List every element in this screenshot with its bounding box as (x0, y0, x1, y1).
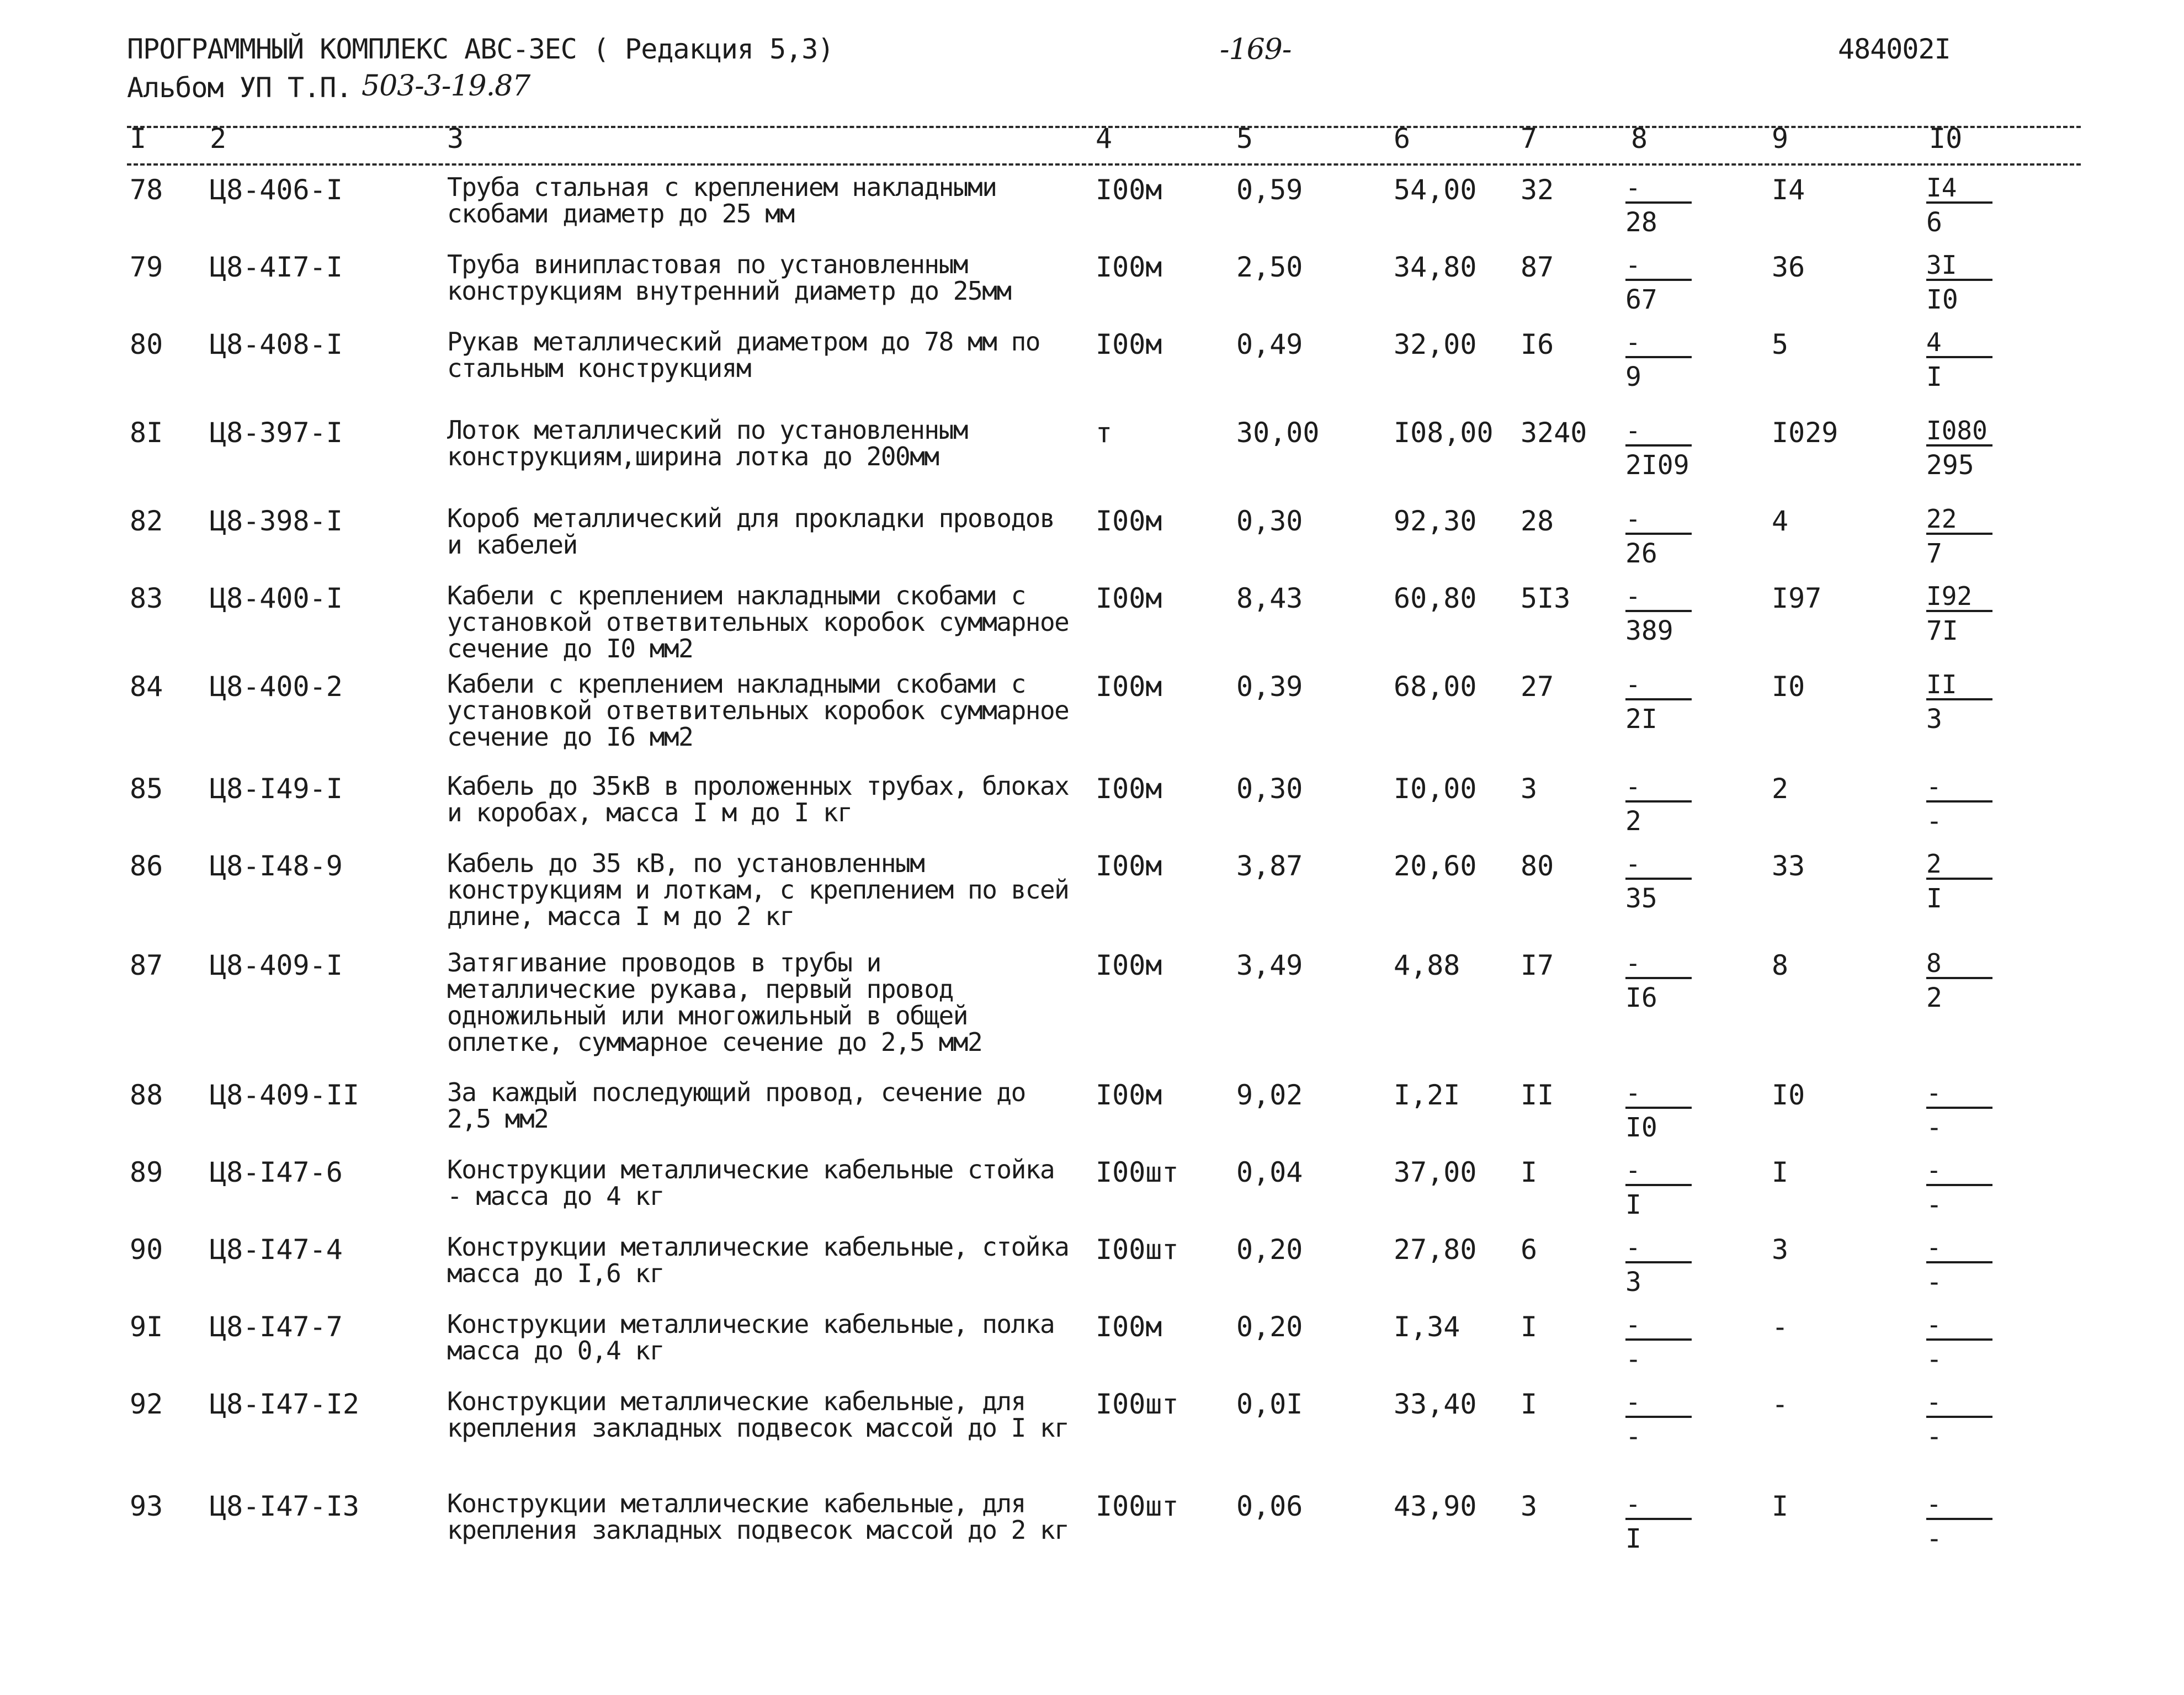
fraction-denominator: - (1625, 1421, 1641, 1452)
fraction-numerator: - (1625, 948, 1641, 978)
fraction-denominator: - (1926, 1421, 1942, 1452)
fraction-denominator: - (1926, 1112, 1942, 1143)
unit: I00м (1096, 850, 1162, 882)
work-description: Кабели с креплением накладными скобами с установкой ответвительных коробок суммарное сечение до I6 мм2 (447, 669, 1069, 752)
fraction-numerator: - (1625, 327, 1641, 357)
fraction-denominator: 7 (1926, 538, 1942, 569)
column-10-fraction (1926, 1079, 2015, 1142)
fraction-denominator: 6 (1926, 207, 1942, 238)
fraction-denominator: I6 (1625, 982, 1657, 1013)
row-number: 83 (130, 582, 163, 614)
fraction-denominator: 2 (1926, 982, 1942, 1013)
fraction-numerator: - (1926, 1310, 1942, 1340)
fraction-denominator: 2I (1625, 704, 1657, 735)
fraction-denominator: 3 (1625, 1267, 1641, 1298)
rate-code: Ц8-409-II (210, 1079, 359, 1111)
column-10-fraction (1926, 850, 2015, 913)
rate-code: Ц8-I49-I (210, 773, 343, 805)
rate-code: Ц8-I47-I2 (210, 1388, 359, 1420)
work-description: Конструкции металлические кабельные, полка масса до 0,4 кг (447, 1309, 1055, 1365)
column-9-value: I029 (1772, 417, 1838, 449)
rate-code: Ц8-I47-4 (210, 1234, 343, 1266)
unit: I00м (1096, 671, 1162, 703)
unit: I00м (1096, 1311, 1162, 1343)
fraction-numerator: - (1625, 670, 1641, 699)
fraction-denominator: - (1926, 1344, 1942, 1375)
column-8-fraction (1625, 949, 1714, 1012)
work-description: Труба винипластовая по установленным конструкциям внутренний диаметр до 25мм (447, 249, 1011, 306)
column-9-value: I (1772, 1156, 1789, 1188)
rate-code: Ц8-408-I (210, 328, 343, 360)
row-number: 80 (130, 328, 163, 360)
fraction-numerator: - (1625, 173, 1641, 203)
total-cost: 80 (1521, 850, 1554, 882)
total-cost: 28 (1521, 505, 1554, 537)
unit: I00м (1096, 1079, 1162, 1111)
work-description: Конструкции металлические кабельные, стойка масса до I,6 кг (447, 1232, 1069, 1288)
column-8-fraction (1625, 328, 1714, 391)
rate-code: Ц8-400-2 (210, 671, 343, 703)
column-8-fraction (1625, 174, 1714, 237)
fraction-denominator: I (1926, 362, 1942, 392)
unit-price: I0,00 (1394, 773, 1477, 805)
fraction-numerator: - (1625, 1387, 1641, 1417)
column-header-4: 4 (1096, 123, 1113, 155)
fraction-denominator: 7I (1926, 615, 1958, 646)
quantity: 0,0I (1236, 1388, 1303, 1420)
album-label: Альбом УП Т.П. (127, 72, 352, 104)
total-cost: II (1521, 1079, 1554, 1111)
document-number: 484002I (1838, 33, 1951, 65)
work-description: Кабель до 35кВ в проложенных трубах, блоках и коробах, масса I м до I кг (447, 771, 1069, 827)
quantity: 0,49 (1236, 328, 1303, 360)
fraction-denominator: 2I09 (1625, 450, 1689, 481)
fraction-numerator: - (1625, 250, 1641, 280)
fraction-numerator: - (1625, 1310, 1641, 1340)
column-10-fraction (1926, 251, 2015, 314)
header-divider-bottom (127, 163, 2081, 166)
row-number: 88 (130, 1079, 163, 1111)
column-header-9: 9 (1772, 123, 1789, 155)
unit-price: 33,40 (1394, 1388, 1477, 1420)
column-10-fraction (1926, 773, 2015, 836)
total-cost: I7 (1521, 949, 1554, 981)
unit: I00шт (1096, 1156, 1179, 1188)
row-number: 78 (130, 174, 163, 206)
quantity: 0,30 (1236, 773, 1303, 805)
fraction-numerator: - (1625, 1232, 1641, 1262)
column-8-fraction (1625, 1490, 1714, 1553)
fraction-numerator: II (1926, 670, 1957, 699)
fraction-numerator: - (1926, 1078, 1942, 1108)
column-9-value: 8 (1772, 949, 1789, 981)
column-10-fraction (1926, 1388, 2015, 1451)
column-8-fraction (1625, 251, 1714, 314)
fraction-numerator: - (1926, 1387, 1942, 1417)
column-10-fraction (1926, 1311, 2015, 1374)
fraction-numerator: 22 (1926, 504, 1957, 534)
rate-code: Ц8-I48-9 (210, 850, 343, 882)
fraction-denominator: 26 (1625, 538, 1657, 569)
rate-code: Ц8-4I7-I (210, 251, 343, 283)
row-number: 84 (130, 671, 163, 703)
fraction-numerator: - (1926, 1232, 1942, 1262)
column-9-value: 33 (1772, 850, 1805, 882)
unit-price: 4,88 (1394, 949, 1460, 981)
fraction-denominator: - (1926, 1523, 1942, 1554)
column-8-fraction (1625, 1079, 1714, 1142)
fraction-denominator: - (1926, 806, 1942, 837)
fraction-numerator: - (1926, 772, 1942, 801)
row-number: 93 (130, 1490, 163, 1522)
quantity: 0,06 (1236, 1490, 1303, 1522)
column-9-value: 4 (1772, 505, 1789, 537)
column-10-fraction (1926, 328, 2015, 391)
work-description: Затягивание проводов в трубы и металлические рукава, первый провод одножильный или многожильный в общей оплетке, суммарное сечение до 2,5 мм2 (447, 948, 982, 1057)
fraction-denominator: 3 (1926, 704, 1942, 735)
fraction-denominator: I0 (1625, 1112, 1657, 1143)
total-cost: 87 (1521, 251, 1554, 283)
fraction-numerator: I4 (1926, 173, 1957, 203)
column-header-7: 7 (1521, 123, 1538, 155)
unit-price: I,34 (1394, 1311, 1460, 1343)
rate-code: Ц8-406-I (210, 174, 343, 206)
work-description: Труба стальная с креплением накладными скобами диаметр до 25 мм (447, 172, 997, 229)
unit-price: I08,00 (1394, 417, 1494, 449)
column-8-fraction (1625, 417, 1714, 480)
unit: I00м (1096, 505, 1162, 537)
fraction-denominator: 295 (1926, 450, 1974, 481)
fraction-denominator: 28 (1625, 207, 1657, 238)
column-9-value: I97 (1772, 582, 1822, 614)
column-header-2: 2 (210, 123, 227, 155)
column-10-fraction (1926, 1490, 2015, 1553)
column-8-fraction (1625, 850, 1714, 913)
unit: I00шт (1096, 1490, 1179, 1522)
column-10-fraction (1926, 174, 2015, 237)
fraction-denominator: 9 (1625, 362, 1641, 392)
quantity: 0,59 (1236, 174, 1303, 206)
work-description: Кабель до 35 кВ, по установленным конструкциям и лоткам, с креплением по всей длине, масса I м до 2 кг (447, 848, 1069, 931)
unit-price: 60,80 (1394, 582, 1477, 614)
fraction-denominator: - (1926, 1267, 1942, 1298)
rate-code: Ц8-409-I (210, 949, 343, 981)
fraction-denominator: 2 (1625, 806, 1641, 837)
fraction-denominator: 35 (1625, 883, 1657, 914)
fraction-denominator: 389 (1625, 615, 1673, 646)
unit: I00м (1096, 328, 1162, 360)
column-9-value: 5 (1772, 328, 1789, 360)
fraction-denominator: I (1926, 883, 1942, 914)
unit: I00м (1096, 174, 1162, 206)
unit-price: 32,00 (1394, 328, 1477, 360)
fraction-numerator: - (1625, 416, 1641, 445)
column-9-value: - (1772, 1388, 1789, 1420)
album-code: 503-3-19.87 (362, 70, 530, 103)
fraction-denominator: I0 (1926, 284, 1958, 315)
fraction-numerator: I92 (1926, 581, 1973, 611)
column-8-fraction (1625, 671, 1714, 734)
column-8-fraction (1625, 773, 1714, 836)
unit: I00шт (1096, 1388, 1179, 1420)
total-cost: 6 (1521, 1234, 1538, 1266)
total-cost: I6 (1521, 328, 1554, 360)
unit: I00м (1096, 582, 1162, 614)
quantity: 0,20 (1236, 1234, 1303, 1266)
column-9-value: I0 (1772, 671, 1805, 703)
quantity: 8,43 (1236, 582, 1303, 614)
unit-price: 20,60 (1394, 850, 1477, 882)
total-cost: 27 (1521, 671, 1554, 703)
unit-price: 54,00 (1394, 174, 1477, 206)
quantity: 9,02 (1236, 1079, 1303, 1111)
column-8-fraction (1625, 582, 1714, 645)
fraction-numerator: 3I (1926, 250, 1957, 280)
fraction-numerator: - (1625, 849, 1641, 879)
column-9-value: 3 (1772, 1234, 1789, 1266)
fraction-numerator: - (1625, 504, 1641, 534)
work-description: За каждый последующий провод, сечение до 2,5 мм2 (447, 1077, 1025, 1134)
column-10-fraction (1926, 417, 2015, 480)
total-cost: I (1521, 1311, 1538, 1343)
rate-code: Ц8-I47-I3 (210, 1490, 359, 1522)
quantity: 0,04 (1236, 1156, 1303, 1188)
unit-price: 43,90 (1394, 1490, 1477, 1522)
row-number: 87 (130, 949, 163, 981)
fraction-numerator: - (1625, 1489, 1641, 1519)
fraction-numerator: - (1625, 772, 1641, 801)
fraction-numerator: - (1625, 1155, 1641, 1185)
row-number: 90 (130, 1234, 163, 1266)
row-number: 8I (130, 417, 163, 449)
quantity: 3,87 (1236, 850, 1303, 882)
work-description: Конструкции металлические кабельные, для крепления закладных подвесок массой до 2 кг (447, 1489, 1069, 1545)
fraction-denominator: I (1625, 1189, 1641, 1220)
row-number: 92 (130, 1388, 163, 1420)
row-number: 89 (130, 1156, 163, 1188)
column-10-fraction (1926, 505, 2015, 568)
row-number: 85 (130, 773, 163, 805)
total-cost: 3240 (1521, 417, 1587, 449)
column-8-fraction (1625, 1388, 1714, 1451)
unit: I00м (1096, 773, 1162, 805)
column-8-fraction (1625, 1234, 1714, 1297)
fraction-numerator: - (1625, 1078, 1641, 1108)
column-8-fraction (1625, 1311, 1714, 1374)
total-cost: 5I3 (1521, 582, 1571, 614)
rate-code: Ц8-397-I (210, 417, 343, 449)
column-10-fraction (1926, 1156, 2015, 1219)
column-10-fraction (1926, 1234, 2015, 1297)
quantity: 2,50 (1236, 251, 1303, 283)
fraction-numerator: 4 (1926, 327, 1942, 357)
column-header-6: 6 (1394, 123, 1411, 155)
column-9-value: I (1772, 1490, 1789, 1522)
total-cost: I (1521, 1388, 1538, 1420)
fraction-numerator: 8 (1926, 948, 1942, 978)
fraction-denominator: I (1625, 1523, 1641, 1554)
work-description: Рукав металлический диаметром до 78 мм по стальным конструкциям (447, 327, 1040, 383)
column-10-fraction (1926, 949, 2015, 1012)
unit-price: I,2I (1394, 1079, 1460, 1111)
work-description: Кабели с креплением накладными скобами с установкой ответвительных коробок суммарное сечение до I0 мм2 (447, 581, 1069, 663)
fraction-numerator: - (1926, 1155, 1942, 1185)
quantity: 0,30 (1236, 505, 1303, 537)
page-number: -169- (1220, 33, 1292, 66)
work-description: Короб металлический для прокладки проводов и кабелей (447, 503, 1055, 560)
unit-price: 92,30 (1394, 505, 1477, 537)
column-header-8: 8 (1631, 123, 1648, 155)
rate-code: Ц8-398-I (210, 505, 343, 537)
column-header-10: I0 (1929, 123, 1963, 155)
rate-code: Ц8-I47-6 (210, 1156, 343, 1188)
column-header-3: 3 (447, 123, 464, 155)
fraction-numerator: - (1926, 1489, 1942, 1519)
column-header-5: 5 (1236, 123, 1253, 155)
rate-code: Ц8-400-I (210, 582, 343, 614)
column-8-fraction (1625, 1156, 1714, 1219)
fraction-numerator: 2 (1926, 849, 1942, 879)
row-number: 86 (130, 850, 163, 882)
row-number: 82 (130, 505, 163, 537)
fraction-numerator: I080 (1926, 416, 1988, 445)
column-9-value: I0 (1772, 1079, 1805, 1111)
quantity: 0,20 (1236, 1311, 1303, 1343)
quantity: 3,49 (1236, 949, 1303, 981)
total-cost: I (1521, 1156, 1538, 1188)
unit-price: 34,80 (1394, 251, 1477, 283)
quantity: 0,39 (1236, 671, 1303, 703)
fraction-denominator: - (1625, 1344, 1641, 1375)
unit-price: 68,00 (1394, 671, 1477, 703)
unit: I00м (1096, 251, 1162, 283)
row-number: 79 (130, 251, 163, 283)
fraction-numerator: - (1625, 581, 1641, 611)
column-10-fraction (1926, 582, 2015, 645)
program-title: ПРОГРАММНЫЙ КОМПЛЕКС АВС-ЗЕС ( Редакция 5,3) (127, 33, 834, 65)
unit: I00м (1096, 949, 1162, 981)
fraction-denominator: 67 (1625, 284, 1657, 315)
unit-price: 27,80 (1394, 1234, 1477, 1266)
column-9-value: 36 (1772, 251, 1805, 283)
column-8-fraction (1625, 505, 1714, 568)
fraction-denominator: - (1926, 1189, 1942, 1220)
work-description: Конструкции металлические кабельные, для крепления закладных подвесок массой до I кг (447, 1386, 1069, 1443)
total-cost: 3 (1521, 1490, 1538, 1522)
rate-code: Ц8-I47-7 (210, 1311, 343, 1343)
unit-price: 37,00 (1394, 1156, 1477, 1188)
work-description: Лоток металлический по установленным конструкциям,ширина лотка до 200мм (447, 415, 968, 471)
row-number: 9I (130, 1311, 163, 1343)
column-9-value: I4 (1772, 174, 1805, 206)
column-10-fraction (1926, 671, 2015, 734)
unit: т (1096, 417, 1113, 449)
total-cost: 3 (1521, 773, 1538, 805)
column-9-value: - (1772, 1311, 1789, 1343)
total-cost: 32 (1521, 174, 1554, 206)
column-9-value: 2 (1772, 773, 1789, 805)
work-description: Конструкции металлические кабельные стойка - масса до 4 кг (447, 1155, 1055, 1211)
unit: I00шт (1096, 1234, 1179, 1266)
column-header-1: I (130, 123, 147, 155)
quantity: 30,00 (1236, 417, 1320, 449)
